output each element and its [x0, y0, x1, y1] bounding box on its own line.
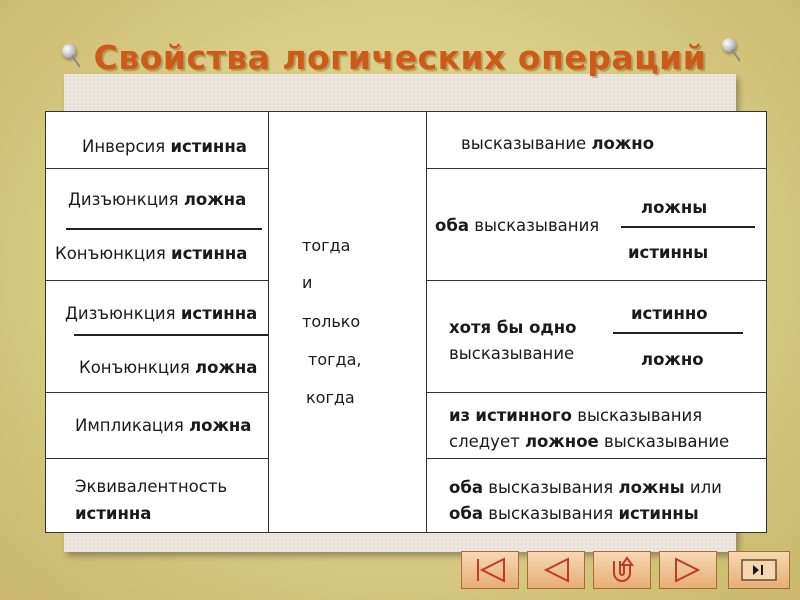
condition-quantifier: оба [435, 216, 469, 235]
condition-value: ложны [618, 478, 685, 497]
divider-line [621, 226, 755, 228]
operation-name: Конъюнкция [55, 244, 166, 263]
condition-value: истинного [475, 406, 572, 425]
cell-text [449, 434, 729, 451]
operation-value: истинна [171, 244, 248, 263]
cell-text [68, 192, 246, 209]
operation-value: ложна [183, 190, 247, 209]
next-slide-icon [670, 556, 706, 584]
condition-value: истинны [618, 504, 699, 523]
cell-text [65, 306, 257, 323]
first-slide-button[interactable] [461, 551, 519, 589]
end-show-icon [739, 557, 779, 583]
condition-text: высказывания [488, 478, 614, 497]
cell-text [79, 360, 257, 377]
operation-value: истинна [75, 504, 152, 523]
table-row [46, 280, 268, 393]
operation-name: Конъюнкция [79, 358, 190, 377]
cell-text [82, 139, 247, 156]
connective-word: когда [306, 388, 355, 407]
table-row [427, 458, 766, 532]
table-row [427, 280, 766, 393]
operation-value: ложна [195, 358, 258, 377]
condition-value: ложно [591, 134, 655, 153]
condition-text: высказывания [577, 406, 703, 425]
condition-quantifier: оба [449, 478, 483, 497]
slide-title: Свойства логических операций [93, 38, 707, 77]
previous-slide-icon [538, 556, 574, 584]
cell-text [55, 246, 247, 263]
operation-name: Инверсия [82, 137, 166, 156]
divider-line [66, 228, 262, 230]
cell-text [449, 408, 702, 425]
condition-text: высказывание [461, 134, 587, 153]
connective-word: и [302, 273, 313, 292]
return-icon [604, 555, 640, 585]
table-row [427, 168, 766, 281]
properties-table [45, 111, 767, 533]
connective-word: только [302, 312, 361, 331]
operation-name: Дизъюнкция [65, 304, 176, 323]
table-row [427, 392, 766, 459]
condition-text: из [449, 406, 471, 425]
condition-text: хотя бы одно [449, 318, 577, 337]
operation-value: истинна [180, 304, 258, 323]
previous-slide-button[interactable] [527, 551, 585, 589]
end-show-button[interactable] [728, 551, 790, 589]
condition-value: ложное [524, 432, 599, 451]
next-slide-button[interactable] [659, 551, 717, 589]
first-slide-icon [472, 556, 508, 584]
condition-value: ложны [641, 198, 708, 217]
operation-name: Дизъюнкция [68, 190, 179, 209]
operation-name: Эквивалентность [75, 477, 228, 496]
condition-text: или [689, 478, 722, 497]
table-row [46, 168, 268, 281]
condition-value: истинны [628, 243, 709, 262]
cell-text [75, 418, 251, 435]
condition-quantifier: оба [449, 504, 483, 523]
table-row [46, 112, 268, 169]
connective-word: тогда, [308, 350, 362, 369]
condition-text: следует [449, 432, 520, 451]
middle-column [269, 112, 427, 532]
condition-text: высказывания [488, 504, 614, 523]
condition-value: ложно [641, 350, 704, 369]
connective-word: тогда [302, 236, 351, 255]
divider-line [613, 332, 743, 334]
table-row [427, 112, 766, 169]
condition-text: высказывания [474, 216, 600, 235]
cell-text [449, 480, 722, 497]
cell-text [449, 506, 699, 523]
operation-name: Импликация [75, 416, 184, 435]
condition-text: высказывание [449, 344, 575, 363]
condition-value: истинно [631, 304, 708, 323]
table-row [46, 458, 268, 532]
cell-text [435, 218, 599, 235]
right-column [427, 112, 766, 532]
table-row [46, 392, 268, 459]
left-column [46, 112, 269, 532]
operation-value: истинна [170, 137, 247, 156]
condition-text: высказывание [604, 432, 730, 451]
operation-value: ложна [189, 416, 252, 435]
return-button[interactable] [593, 551, 651, 589]
cell-text [461, 136, 654, 153]
divider-line [74, 334, 268, 336]
